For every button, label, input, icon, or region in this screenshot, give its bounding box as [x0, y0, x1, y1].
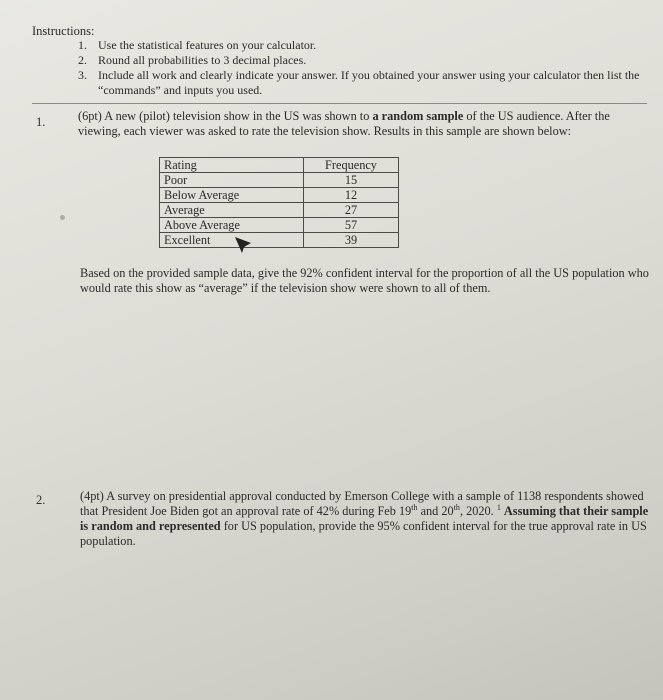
question-1-followup: Based on the provided sample data, give the 92% confident interval for the proportion of all the US population who would rate this show as “average” if the television show were shown to all of them.: [80, 266, 649, 295]
question-2-text: [80, 489, 652, 549]
question-2-text-a: (4pt) A survey on presidential approval conducted by Emerson College with a sample of 1138 respondents showed that President Joe Biden got an approval rate of 42% during Feb 19: [80, 489, 644, 518]
instruction-number: 1.: [78, 38, 87, 52]
frequency-table: [159, 157, 399, 248]
table-header: Rating: [160, 158, 304, 173]
table-header-row: [160, 158, 399, 173]
table-row: [160, 203, 399, 218]
table-cell: Excellent: [160, 233, 304, 248]
table-cell: 12: [304, 188, 399, 203]
table-row: [160, 173, 399, 188]
question-1-number: 1.: [36, 115, 46, 129]
table-cell: Poor: [160, 173, 304, 188]
instruction-text: Use the statistical features on your calculator.: [98, 38, 317, 52]
table-header: Frequency: [304, 158, 399, 173]
superscript: th: [411, 502, 418, 512]
question-1-text-a: A new (pilot) television show in the US was shown to: [101, 109, 373, 123]
instruction-number: 2.: [78, 53, 87, 67]
instructions-title: Instructions:: [32, 24, 95, 38]
table-cell: 27: [304, 203, 399, 218]
superscript: th: [453, 502, 460, 512]
question-1-points: (6pt): [78, 109, 102, 123]
question-1-text-b: of the US audience. After the viewing, each viewer was asked to rate the television show. Results in this sample are shown below:: [78, 109, 610, 138]
question-2-text-d: for US population, provide the 95% confident interval for the true approval rate in US population.: [80, 519, 647, 548]
page-smudge: [60, 215, 65, 220]
table-row: [160, 218, 399, 233]
instruction-text: Round all probabilities to 3 decimal places.: [98, 53, 307, 67]
table-cell: 39: [304, 233, 399, 248]
instruction-item: [78, 68, 658, 98]
question-2-number: 2.: [36, 493, 46, 507]
question-2-text-b: and 20: [417, 504, 454, 518]
table-cell: 57: [304, 218, 399, 233]
question-2-bold: Assuming that their sample is random and represented: [80, 504, 649, 533]
table-row: [160, 233, 399, 248]
instruction-item: [78, 53, 658, 68]
instruction-number: 3.: [78, 68, 87, 82]
mouse-pointer-icon: [234, 236, 252, 256]
footnote-marker: 1: [496, 502, 501, 512]
table-cell: Average: [160, 203, 304, 218]
question-2-text-c: , 2020.: [459, 504, 497, 518]
table-row: [160, 188, 399, 203]
question-1-text: [78, 109, 648, 139]
table-cell: Below Average: [160, 188, 304, 203]
table-cell: 15: [304, 173, 399, 188]
instruction-item: [78, 38, 658, 53]
divider-line: [32, 103, 647, 104]
question-1-bold: a random sample: [372, 109, 464, 123]
table-cell: Above Average: [160, 218, 304, 233]
instruction-text: Include all work and clearly indicate your answer. If you obtained your answer using your calculator then list the “commands” and inputs you used.: [98, 68, 640, 97]
instructions-list: [78, 38, 658, 98]
